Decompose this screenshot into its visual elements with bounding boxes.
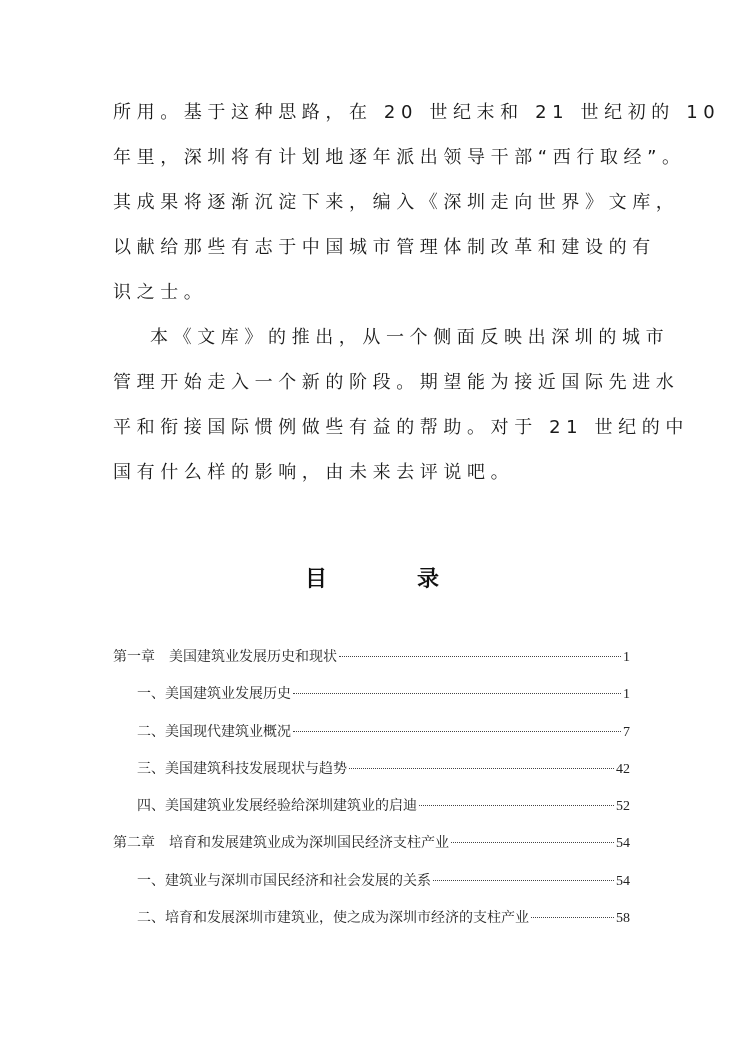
toc-entry-title: 美国现代建筑业概况: [165, 724, 291, 740]
preface-line: 其成果将逐渐沉淀下来，编入《深圳走向世界》文库，: [113, 192, 680, 213]
dot-leader: [293, 693, 621, 694]
preface-text: [113, 96, 721, 501]
dot-leader: [419, 805, 614, 806]
preface-line: 以献给那些有志于中国城市管理体制改革和建设的有: [113, 237, 656, 258]
toc-entry-chapter-2[interactable]: [113, 829, 630, 859]
toc-entry-page: 1: [623, 687, 630, 703]
toc-entry-section[interactable]: [113, 755, 630, 785]
toc-entry-number: 二、: [137, 911, 165, 927]
dot-leader: [293, 731, 621, 732]
toc-entry-number: 第二章: [113, 836, 155, 852]
toc-entry-page: 42: [616, 761, 630, 777]
toc-entry-number: 二、: [137, 724, 165, 740]
toc-entry-page: 54: [616, 873, 630, 889]
preface-line: 本《文库》的推出，从一个侧面反映出深圳的城市: [150, 327, 670, 348]
toc-entry-page: 58: [616, 911, 630, 927]
toc-entry-number: 第一章: [113, 650, 155, 665]
toc-heading-char: 录: [417, 567, 440, 592]
toc-entry-section[interactable]: [113, 718, 630, 748]
table-of-contents: [113, 643, 630, 941]
dot-leader: [531, 917, 614, 918]
toc-entry-title: 美国建筑业发展历史: [165, 687, 291, 703]
dot-leader: [451, 842, 614, 843]
preface-line: 所用。基于这种思路，在 20 世纪末和 21 世纪初的 10: [113, 102, 721, 123]
dot-leader: [339, 656, 621, 657]
preface-line: 国有什么样的影响，由未来去评说吧。: [113, 462, 515, 483]
toc-entry-page: 54: [616, 836, 630, 852]
toc-entry-page: 52: [616, 799, 630, 815]
toc-entry-number: 四、: [137, 799, 165, 815]
toc-entry-title: 美国建筑业发展历史和现状: [169, 650, 337, 665]
toc-entry-number: 三、: [137, 761, 165, 777]
toc-entry-page: 1: [623, 650, 630, 665]
toc-entry-number: 一、: [137, 687, 165, 703]
toc-entry-number: 一、: [137, 873, 165, 889]
toc-entry-title: 美国建筑科技发展现状与趋势: [165, 761, 347, 777]
toc-heading-char: 目: [304, 567, 327, 592]
toc-entry-section[interactable]: [113, 680, 630, 710]
dot-leader: [433, 880, 614, 881]
preface-line: 识之士。: [113, 282, 208, 303]
dot-leader: [349, 768, 614, 769]
toc-entry-title: 培育和发展深圳市建筑业，使之成为深圳市经济的支柱产业: [165, 911, 529, 927]
toc-entry-title: 培育和发展建筑业成为深圳国民经济支柱产业: [169, 836, 449, 852]
toc-entry-title: 美国建筑业发展经验给深圳建筑业的启迪: [165, 799, 417, 815]
toc-entry-section[interactable]: [113, 867, 630, 897]
toc-heading: [0, 562, 744, 598]
toc-entry-section[interactable]: [113, 904, 630, 934]
toc-entry-title: 建筑业与深圳市国民经济和社会发展的关系: [165, 873, 431, 889]
toc-entry-chapter-1[interactable]: [113, 643, 630, 673]
preface-line: 管理开始走入一个新的阶段。期望能为接近国际先进水: [113, 372, 680, 393]
toc-entry-page: 7: [623, 724, 630, 740]
preface-line: 平和衔接国际惯例做些有益的帮助。对于 21 世纪的中: [113, 417, 689, 438]
toc-entry-section[interactable]: [113, 792, 630, 822]
preface-line: 年里，深圳将有计划地逐年派出领导干部“西行取经”。: [113, 147, 686, 168]
